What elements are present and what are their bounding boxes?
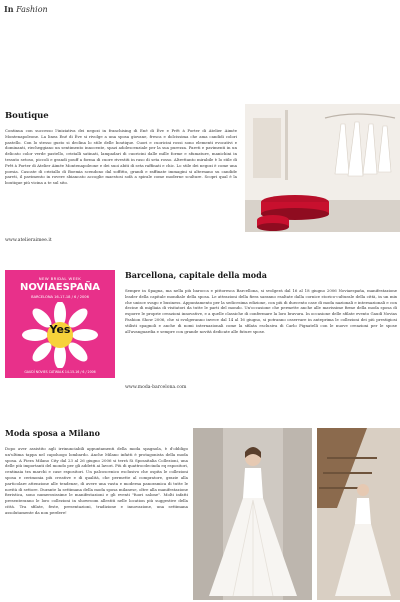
barcellona-title: Barcellona, capitale della moda [125, 270, 267, 280]
header-section: Fashion [16, 5, 48, 14]
noviaespana-advert [5, 270, 115, 378]
ad-tagline: NEW BRIDAL WEEK [38, 276, 82, 281]
bridal-gown-photo [193, 428, 312, 600]
bride-staircase-photo [317, 428, 400, 600]
header-prefix: In [4, 4, 14, 14]
boutique-title: Boutique [5, 111, 49, 121]
ad-badge: Yes [49, 323, 71, 336]
moda-sposa-title: Moda sposa a Milano [5, 428, 100, 438]
bride-illustration [193, 428, 312, 600]
barcellona-text: Sempre in Spagna, ma nella più barocca e pittoresca Barcellona, si svolgerà dal 16 al 18 giugno 2006 Noviaespaña, manifestazione leader della capitale mondiale della sposa. Le attrazioni della fiera saranno esaltate dalla cornice storico-culturale della città, in un mix che unisce svago e business. Appuntamento per la sedicesima edizione, con più di duecento case di moda nazionali e internazionali e con decine di migliaia di visitatori da tutte le parti del mondo. Un'occasione che permette anche alle mavissime firme della moda sposa di esporre le proprie creazioni innovative, e a quelle classiche di confermare la loro bravura. In occasione delle sfilate evento Gaudí Novias Fashion Show 2006, che si svolgeranno invece dal 14 al 16 giugno, si potranno osservare in anteprima le collezioni dei più prestigiosi stilisti spagnoli e anche di nomi internazionali come la sfilata esclusiva di Carlo Pignatelli con le nuove creazioni per le spose all'avanguardia e sempre con grande novità dedicate alle future spose. [125, 288, 397, 334]
ad-footer: GAUDÍ NOVIES CATWALK 14-15-16 / 6 / 2006 [24, 370, 96, 374]
boutique-url[interactable]: www.atelieraimee.it [5, 238, 52, 243]
ad-brand: NOVIAESPAÑA [19, 282, 101, 293]
staircase-bride-illustration [317, 428, 400, 600]
boutique-text: Continua con successo l'iniziativa dei negozi in franchising di Ené di Ève e Prêt à Porter di Atelier Aimée Montenapoleone. La linea Ené di Ève si rivolge a una sposa giovane, fresca e dolcissima che ama candidi colori pastello. Con lo stesso gusto si declina lo stile delle boutique. Cuori e cuoricini rossi sono elementi evocativi e dominanti, riecheggiano un sentimento innocente, spazi adolescenziale per la sua purezza. Pareti e pavimenti in un delicato color verde pastello, cristalli satinati, lampadari di cuoricini dalle mille forme e sfumature, manichini in tessuto setoso, piccoli e grandi pouff a forma di cuore rivestiti in raso di seta rosso. Altrettanto mirabile è lo stile di Prêt à Porter di Atelier Aimée Montenapoleone e dei suoi abiti di seta raffinati e chic. Lo stile dei negozi è come una poesia. Cascate di cristallo di Boemia scendono dal soffitto, grandi e raffinate immagini si alternano su candide pareti, il pavimento in rovere sbiancato accoglie maestosi sofà a spirale come moderne sculture. Scopri qual è la boutique più vicina a te sul sito. [5, 128, 237, 186]
moda-sposa-text: Dopo aver assistito agli irrinunciabili appuntamenti della moda spagnola, è d'obbligo un'ultima tappa nel capoluogo lombardo. Anche Milano infatti è protagonista della moda sposa. A Fiera Milano City dal 23 al 26 giugno 2006 si terrà Si Sposaitalia Collezioni, una delle più importanti del mondo per gli addetti ai lavori. Più di quattrocdecinda eq espositori, centinaia tra marchi e case espositori. Un palcoscenico esclusivo che ospita le collezioni sposa e cerimonia più creative e di qualità, che permette al compratore, grazie alla particolare attenzione alle tendenze, di avere una vasta e moderna panoramica di tutte le novità di settore. Durante la settimana della moda sposa milanese, oltre alla manifestazione fieristica, sono numerosissime le manifestazioni e gli eventi "fuori salone". Molti infatti presenteranno le loro collezioni in showroom allestiti nelle location più suggestive della città. Tra sfilate, feste, presentazioni, tradizione e innovazione, una settimana assolutamente da non perdere! [5, 446, 188, 515]
ad-dates: BARCELONA 16-17-18 / 6 / 2006 [31, 295, 89, 299]
barcellona-url[interactable]: www.moda-barcelona.com [125, 385, 187, 390]
boutique-interior-illustration [245, 104, 400, 232]
page-header [4, 4, 48, 14]
boutique-photo [245, 104, 400, 232]
